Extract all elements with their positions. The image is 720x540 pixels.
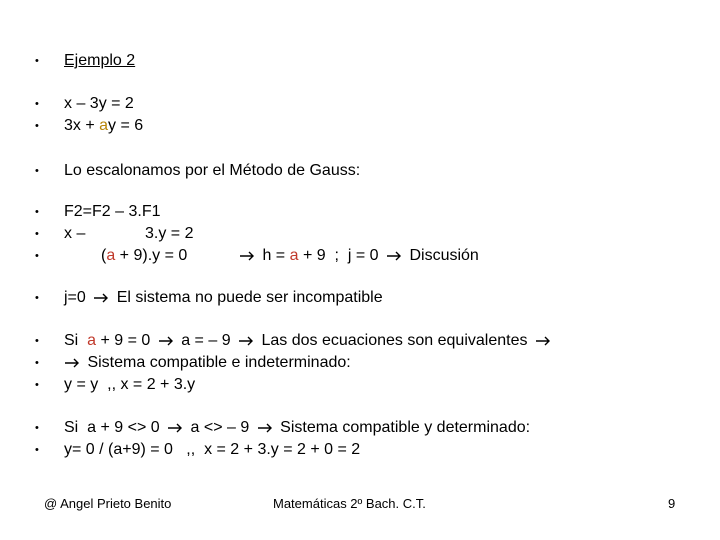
intro-text: Lo escalonamos por el Método de Gauss: (64, 162, 361, 179)
bullet: • (35, 379, 39, 391)
arrow-right-icon (535, 336, 551, 346)
case2-line-1 (0, 417, 531, 439)
eq2-parameter-a: a (99, 117, 109, 134)
j-zero-line (0, 287, 383, 309)
case1-parameter-a-2: a (181, 332, 191, 349)
bullet: • (35, 98, 39, 110)
reduced-eq-1-post: 3.y = 2 (145, 225, 194, 242)
case1-pre: Si (64, 332, 88, 349)
reduced-eq-line-1 (0, 223, 194, 245)
case1-mid2: = – 9 (190, 332, 231, 349)
case1-parameter-a: a (87, 332, 97, 349)
reduced-eq-1-pre: x – (64, 225, 86, 242)
reduced-eq-line-2 (0, 245, 479, 267)
bullet: • (35, 292, 39, 304)
reduced-eq-2-rest: + 9).y = 0 (115, 247, 188, 264)
bullet: • (35, 250, 39, 262)
j-zero-text: El sistema no puede ser incompatible (116, 289, 383, 306)
h-pre: h = (262, 247, 290, 264)
equation-2 (64, 115, 143, 137)
case1-line-1 (0, 330, 528, 352)
arrow-right-icon (257, 423, 273, 433)
bullet: • (35, 357, 39, 369)
bullet: • (35, 55, 39, 67)
case1-line-3 (0, 374, 196, 396)
case1-line2-text: Sistema compatible e indeterminado: (87, 354, 351, 371)
reduced-eq-2 (101, 245, 187, 267)
case1-condition (64, 330, 554, 352)
paren-open: ( (101, 247, 107, 264)
arrow-right-icon (158, 336, 174, 346)
arrow-right-icon (238, 336, 254, 346)
arrow-right-icon (386, 251, 402, 261)
case2-line-2 (0, 439, 361, 461)
bullet: • (35, 206, 39, 218)
h-parameter-a: a (289, 247, 299, 264)
slide-title: Ejemplo 2 (64, 52, 136, 69)
arrow-right-icon (167, 423, 183, 433)
arrow-right-icon (239, 251, 255, 261)
equation-line-1 (0, 93, 134, 115)
j-zero-pre: j=0 (64, 289, 86, 306)
parameter-a: a (106, 247, 116, 264)
discussion-label: Discusión (409, 247, 479, 264)
eq2-pre: 3x + (64, 117, 100, 134)
bullet: • (35, 444, 39, 456)
eq2-post: y = 6 (108, 117, 144, 134)
footer-author: @ Angel Prieto Benito (44, 496, 172, 511)
bullet: • (35, 228, 39, 240)
bullet: • (35, 165, 39, 177)
case1-solution: y = y ,, x = 2 + 3.y (64, 376, 196, 393)
case1-conclusion (64, 352, 351, 374)
equation-line-2 (0, 115, 144, 137)
equation-1: x – 3y = 2 (64, 95, 134, 112)
case2-pre: Si a + 9 <> 0 (64, 419, 160, 436)
gauss-step: F2=F2 – 3.F1 (64, 203, 161, 220)
case2-mid: a <> – 9 (190, 419, 250, 436)
case1-mid1: + 9 = 0 (96, 332, 151, 349)
bullet: • (35, 422, 39, 434)
case2-text: Sistema compatible y determinado: (280, 419, 531, 436)
footer-course: Matemáticas 2º Bach. C.T. (273, 496, 426, 511)
case2-solution: y= 0 / (a+9) = 0 ,, x = 2 + 3.y = 2 + 0 = 2 (64, 441, 361, 458)
bullet: • (35, 120, 39, 132)
case1-line-2 (0, 352, 351, 374)
j-zero-statement (64, 287, 383, 309)
bullet: • (35, 335, 39, 347)
case2-condition (64, 417, 530, 439)
page-number: 9 (668, 496, 676, 511)
h-definition (236, 245, 479, 267)
arrow-right-icon (64, 358, 80, 368)
h-post: + 9 ; j = 0 (298, 247, 379, 264)
case1-text: Las dos ecuaciones son equivalentes (261, 332, 528, 349)
title-line (0, 50, 136, 72)
gauss-step-line (0, 201, 161, 223)
intro-line (0, 160, 361, 182)
arrow-right-icon (93, 293, 109, 303)
